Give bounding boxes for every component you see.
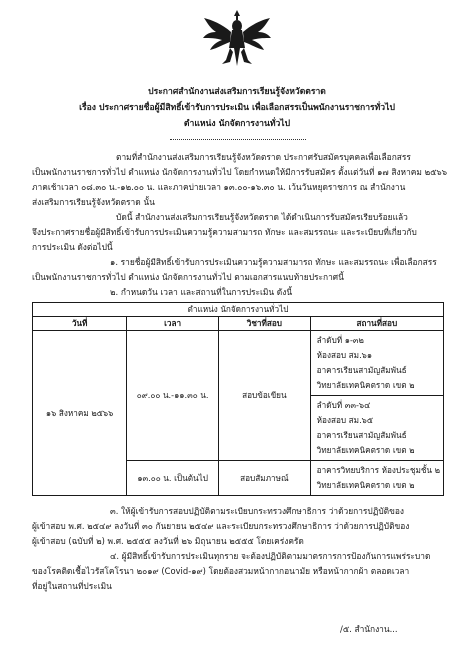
- col-header-date: วันที่: [33, 317, 127, 331]
- para2-line3: การประเมิน ดังต่อไปนี้: [32, 242, 113, 252]
- garuda-emblem: [200, 6, 274, 70]
- interview-subject: สอบสัมภาษณ์: [219, 461, 311, 496]
- location-line: วิทยาลัยเทคนิคตราด เขต ๒: [316, 445, 415, 455]
- dotted-divider: [170, 139, 306, 140]
- item4-line3: ที่อยู่ในสถานที่ประเมิน: [32, 581, 112, 591]
- location-group-b: [310, 396, 443, 461]
- doc-position: ตำแหน่ง นักจัดการงานทั่วไป: [183, 119, 291, 129]
- location-line: ลำดับที่ ๓๓-๖๔: [316, 400, 371, 410]
- col-header-time: เวลา: [127, 317, 219, 331]
- subject-text: ประกาศรายชื่อผู้มีสิทธิ์เข้ารับการประเมิน เพื่อเลือกสรรเป็นพนักงานราชการทั่วไป: [99, 103, 395, 113]
- location-line: อาคารเรียนสามัญสัมพันธ์: [316, 430, 407, 440]
- item1-line1: ๑. รายชื่อผู้มีสิทธิ์เข้ารับการประเมินความรู้ความสามารถ ทักษะ และสมรรถนะ เพื่อเลือกสรร: [110, 257, 437, 267]
- para2-line1: บัดนี้ สำนักงานส่งเสริมการเรียนรู้จังหวัดตราด ได้ดำเนินการรับสมัครเรียบร้อยแล้ว: [116, 212, 408, 222]
- para1-line4: ส่งเสริมการเรียนรู้จังหวัดตราด นั้น: [32, 197, 155, 207]
- col-header-subject: วิชาที่สอบ: [219, 317, 311, 331]
- item1-line2: เป็นพนักงานราชการทั่วไป ตำแหน่ง นักจัดการงานทั่วไป ตามเอกสารแนบท้ายประกาศนี้: [32, 272, 344, 282]
- item2-line: ๒. กำหนดวัน เวลา และสถานที่ในการประเมิน ดังนี้: [110, 287, 293, 297]
- written-exam-subject: สอบข้อเขียน: [219, 331, 311, 461]
- col-header-location: สถานที่สอบ: [310, 317, 443, 331]
- interview-time: ๑๓.๐๐ น. เป็นต้นไป: [127, 461, 219, 496]
- doc-org-title: ประกาศสำนักงานส่งเสริมการเรียนรู้จังหวัดตราด: [148, 87, 326, 97]
- location-group-a: [310, 331, 443, 396]
- continued-marker: /๕. สำนักงาน...: [340, 624, 398, 634]
- item3-line1: ๓. ให้ผู้เข้ารับการสอบปฏิบัติตามระเบียบกระทรวงศึกษาธิการ ว่าด้วยการปฏิบัติของ: [110, 506, 404, 516]
- location-line: อาคารวิทยบริการ ห้องประชุมชั้น ๒: [316, 465, 440, 475]
- location-line: ห้องสอบ สม.๖๑: [316, 350, 373, 360]
- doc-subject: [0, 100, 474, 114]
- interview-location: [310, 461, 443, 496]
- schedule-table: [32, 302, 444, 496]
- exam-date: ๑๖ สิงหาคม ๒๕๖๖: [33, 331, 127, 496]
- item4-line2: ของโรคติดเชื้อไวรัสโคโรนา ๒๐๑๙ (Covid-๑๙) โดยต้องสวมหน้ากากอนามัย หรือหน้ากากผ้า ตลอดเวลา: [32, 566, 410, 576]
- para1-line2: เป็นพนักงานราชการทั่วไป ตำแหน่ง นักจัดการงานทั่วไป โดยกำหนดให้มีการรับสมัคร ตั้งแต่วันที่ ๑๗ สิงหาคม ๒๕๖๖: [32, 167, 448, 177]
- written-exam-time: ๐๙.๐๐ น.-๑๑.๓๐ น.: [127, 331, 219, 461]
- subject-label: เรื่อง: [79, 103, 96, 113]
- para1-line1: ตามที่สำนักงานส่งเสริมการเรียนรู้จังหวัดตราด ประกาศรับสมัครบุคคลเพื่อเลือกสรร: [116, 152, 411, 162]
- location-line: วิทยาลัยเทคนิคตราด เขต ๒: [316, 380, 415, 390]
- item3-line3: ผู้เข้าสอบ (ฉบับที่ ๒) พ.ศ. ๒๕๕๕ ลงวันที่ ๒๖ มิถุนายน ๒๕๕๕ โดยเคร่งครัด: [32, 536, 304, 546]
- location-line: ห้องสอบ สม.๖๕: [316, 415, 374, 425]
- location-line: ลำดับที่ ๑-๓๒: [316, 335, 364, 345]
- location-line: อาคารเรียนสามัญสัมพันธ์: [316, 365, 407, 375]
- para1-line3: ภาคเช้าเวลา ๐๘.๓๐ น.-๑๒.๐๐ น. และภาคบ่ายเวลา ๑๓.๐๐-๑๖.๓๐ น. เว้นวันหยุดราชการ ณ สำนักงาน: [32, 182, 406, 192]
- item3-line2: ผู้เข้าสอบ พ.ศ. ๒๕๔๙ ลงวันที่ ๓๐ กันยายน ๒๕๔๙ และระเบียบกระทรวงศึกษาธิการ ว่าด้วยการปฏิบัติของ: [32, 521, 410, 531]
- table-caption: ตำแหน่ง นักจัดการงานทั่วไป: [33, 303, 444, 317]
- para2-line2: จึงประกาศรายชื่อผู้มีสิทธิ์เข้ารับการประเมินความรู้ความสามารถ ทักษะ และสมรรถนะ และระเบียบที่เกี่ยวกับ: [32, 227, 417, 237]
- item4-line1: ๔. ผู้มีสิทธิ์เข้ารับการประเมินทุกราย จะต้องปฏิบัติตามมาตรการการป้องกันการแพร่ระบาด: [110, 551, 431, 561]
- location-line: วิทยาลัยเทคนิคตราด เขต ๒: [316, 480, 415, 490]
